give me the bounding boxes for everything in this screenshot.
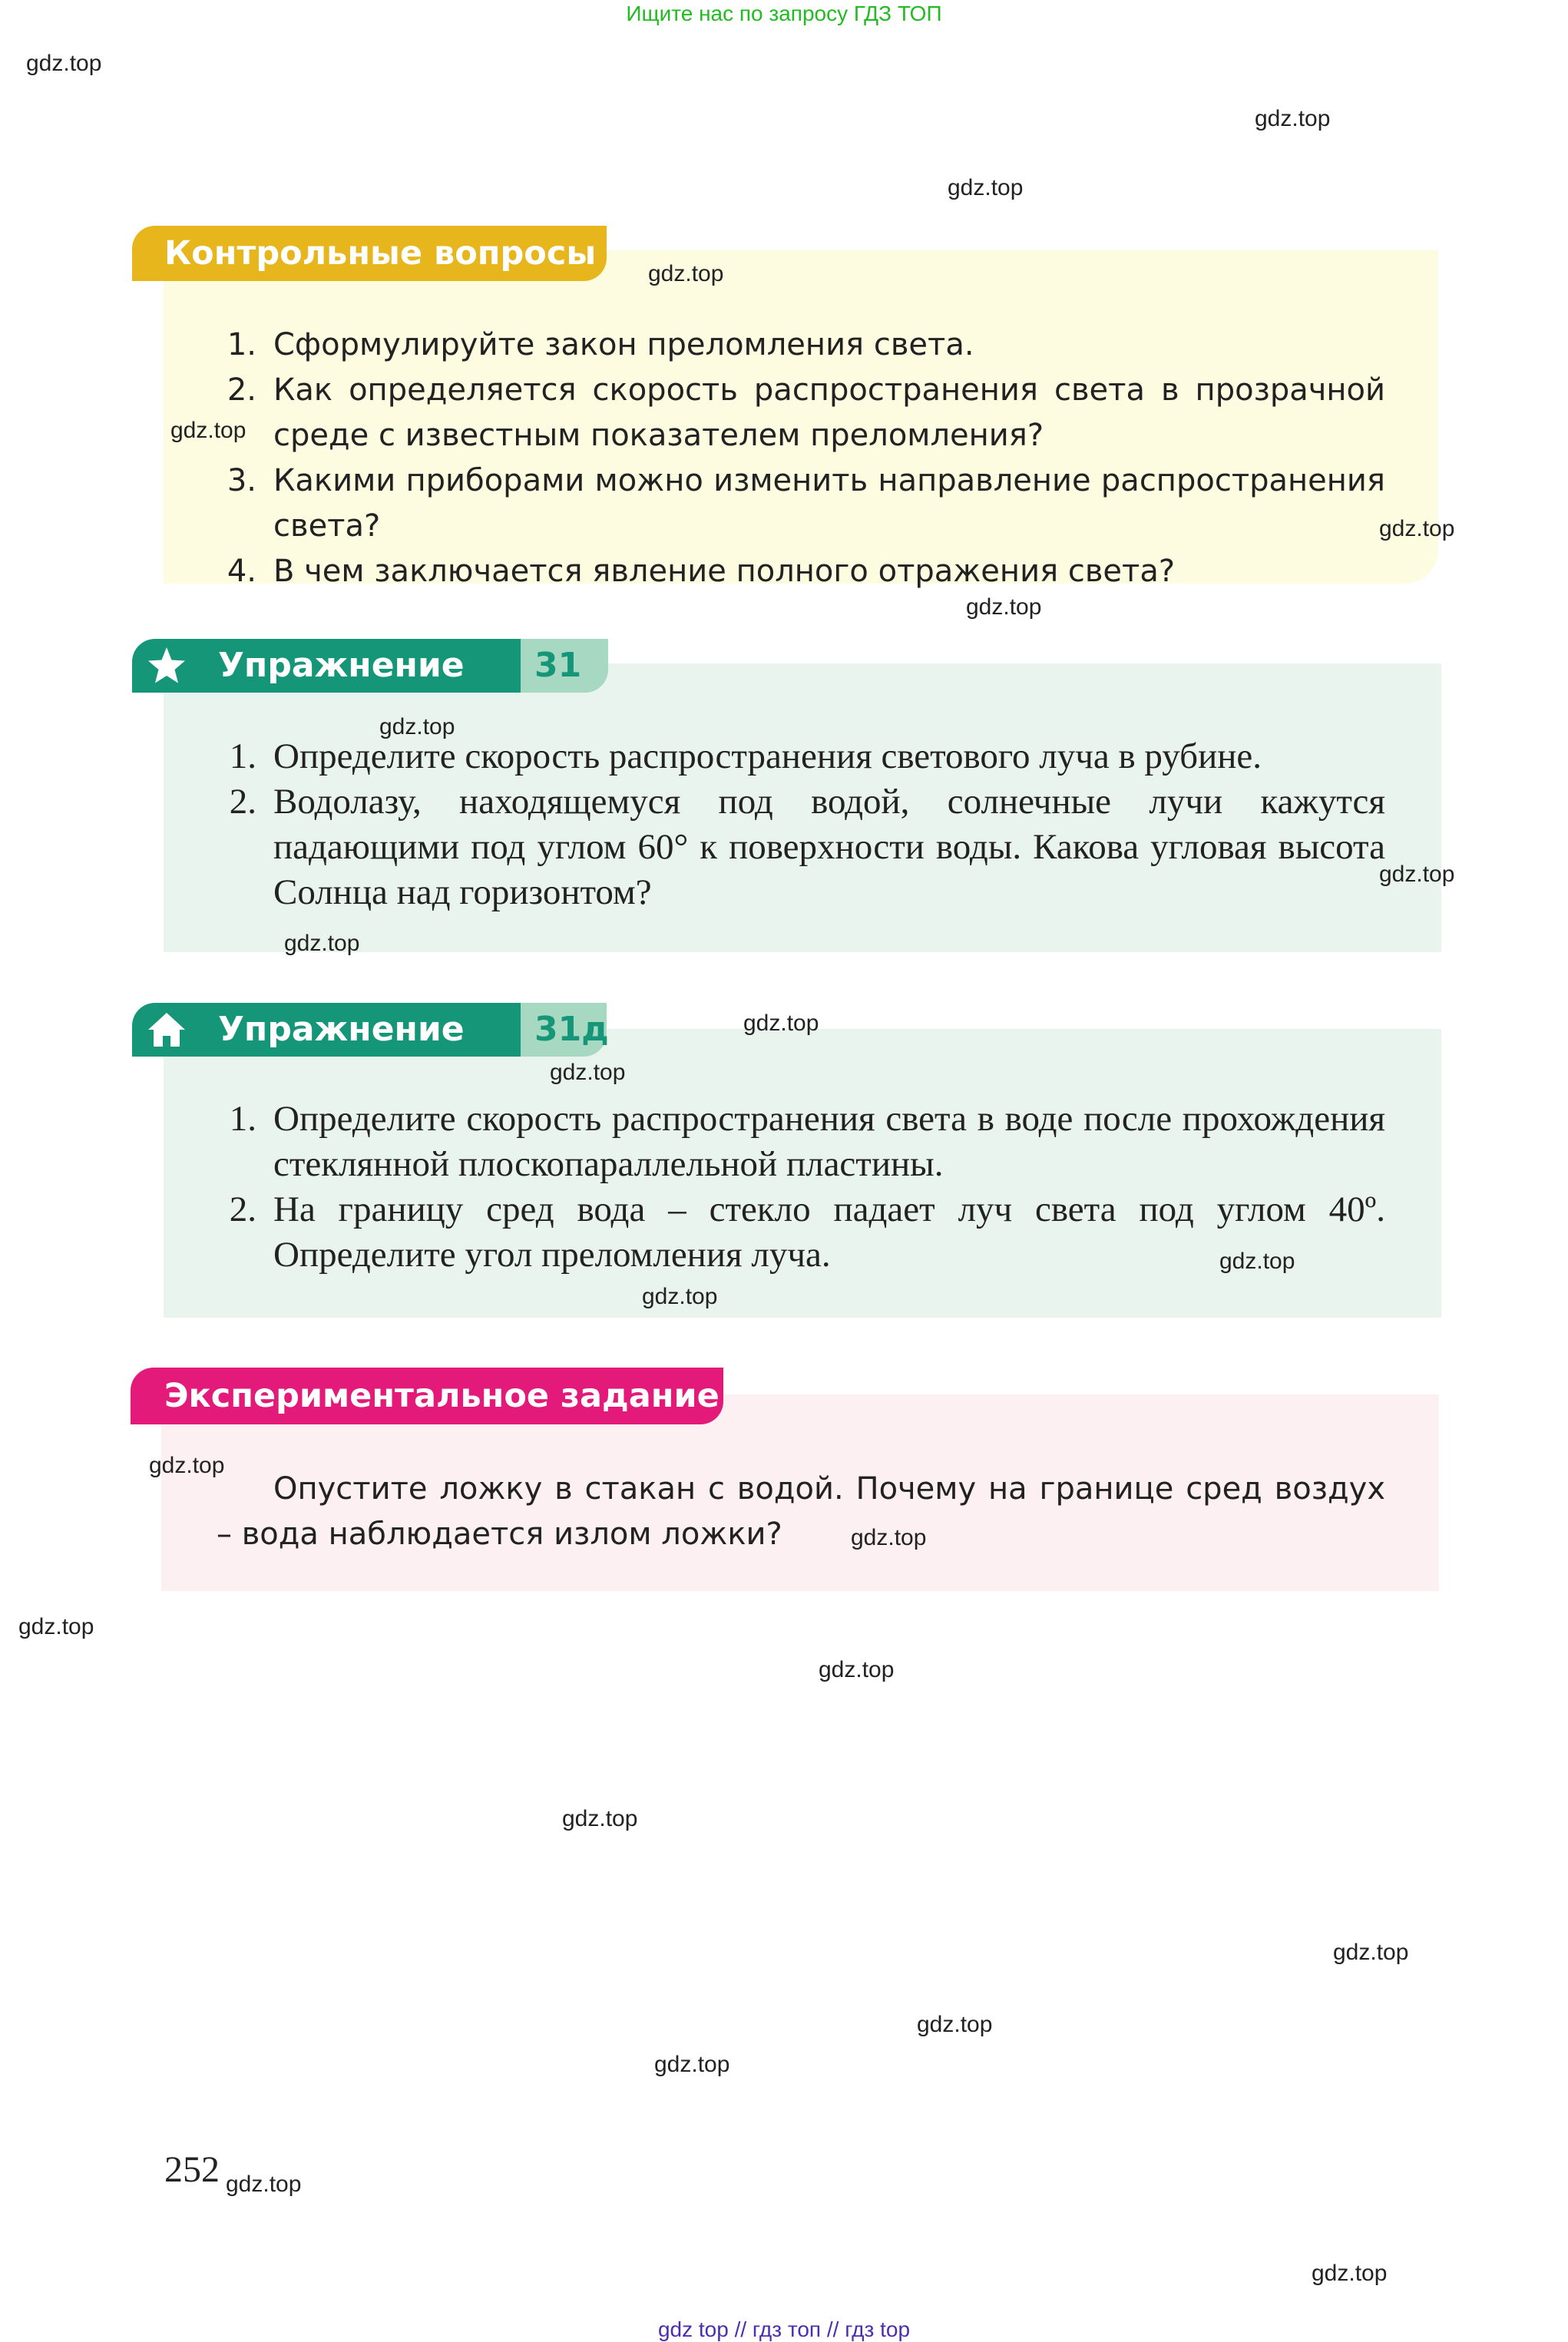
item-number: 4. [227,554,256,589]
watermark: gdz.top [1255,106,1331,131]
watermark: gdz.top [1219,1249,1295,1274]
watermark: gdz.top [562,1806,638,1831]
watermark: gdz.top [379,714,455,739]
exercise-title: Упражнение [218,646,465,685]
item-number: 1. [227,327,256,362]
exercise-31d-list [217,1097,1385,1278]
list-item [217,1097,1385,1187]
exercise-number: 31 [521,639,608,693]
list-item [217,779,1385,915]
exercise-title: Упражнение [218,1010,465,1049]
exercise-31d-header [132,1003,608,1057]
item-text: Как определяется скорость распространения света в прозрачной среде с известным показателем преломления? [273,372,1385,453]
watermark: gdz.top [26,51,102,76]
watermark: gdz.top [284,931,360,956]
watermark: gdz.top [648,261,724,286]
item-text: Водолазу, находящемуся под водой, солнечные лучи кажутся падающими под углом 60° к поверхности воды. Какова угловая высота Солнца над горизонтом? [273,782,1385,912]
item-text: На границу сред вода – стекло падает луч света под углом 40º. Определите угол преломления луча. [273,1189,1385,1275]
item-number: 3. [227,463,256,498]
watermark: gdz.top [170,418,246,443]
exercise-number: 31д [521,1003,607,1057]
watermark: gdz.top [1312,2261,1388,2286]
item-number: 2. [229,782,256,822]
list-item [217,368,1385,458]
watermark: gdz.top [851,1525,927,1550]
watermark: gdz.top [819,1657,895,1682]
top-banner[interactable]: Ищите нас по запросу ГДЗ ТОП [626,2,942,25]
item-number: 2. [227,372,256,408]
watermark: gdz.top [966,594,1042,620]
page-number: 252 [164,2149,220,2190]
watermark: gdz.top [917,2012,993,2037]
item-number: 2. [229,1189,256,1229]
experimental-task-title: Экспериментальное задание [131,1368,723,1424]
bottom-links[interactable]: gdz top // гдз топ // гдз top [657,2317,911,2341]
list-item [217,549,1385,594]
list-item [217,323,1385,368]
item-text: Определите скорость распространения света в воде после прохождения стеклянной плоскопараллельной пластины. [273,1099,1385,1184]
watermark: gdz.top [550,1060,626,1085]
exercise-31-list [217,734,1385,915]
item-text: В чем заключается явление полного отражения света? [273,554,1176,589]
watermark: gdz.top [743,1011,819,1036]
list-item [217,734,1385,779]
watermark: gdz.top [654,2052,730,2077]
item-number: 1. [229,1099,256,1139]
watermark: gdz.top [948,175,1024,200]
watermark: gdz.top [642,1284,718,1309]
list-item [217,1187,1385,1278]
control-questions-list [217,323,1385,594]
star-icon [146,645,187,686]
watermark: gdz.top [1379,516,1455,541]
watermark: gdz.top [149,1453,225,1478]
item-text: Сформулируйте закон преломления света. [273,327,974,362]
item-text: Определите скорость распространения светового луча в рубине. [273,736,1262,776]
item-number: 1. [229,736,256,776]
exercise-31-header [132,639,608,693]
home-icon [146,1009,187,1050]
control-questions-title: Контрольные вопросы [132,226,607,281]
watermark: gdz.top [226,2172,302,2197]
experimental-task-text: Опустите ложку в стакан с водой. Почему на границе сред воздух – вода наблюдается излом ложки? [217,1471,1385,1552]
item-text: Какими приборами можно изменить направление распространения света? [273,463,1385,544]
list-item [217,458,1385,549]
watermark: gdz.top [18,1614,94,1639]
watermark: gdz.top [1333,1940,1409,1965]
watermark: gdz.top [1379,862,1455,887]
